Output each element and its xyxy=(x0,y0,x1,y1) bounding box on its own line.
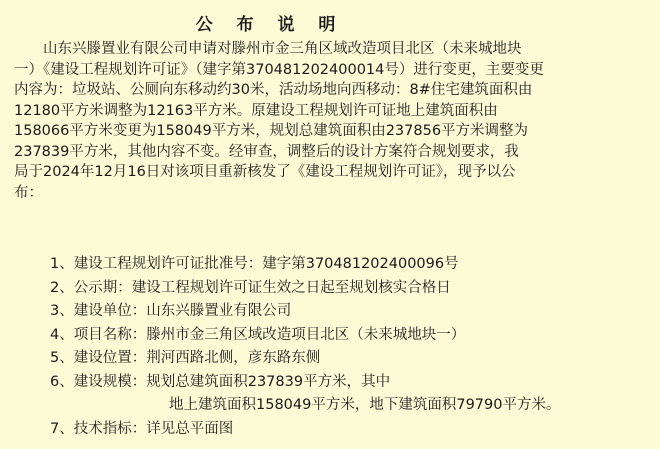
list-item-scale-continuation: 地上建筑面积158049平方米，地下建筑面积79790平方米。 xyxy=(169,397,561,413)
paragraph-line: 内容为：垃圾站、公厕向东移动约30米，活动场地向西移动：8#住宅建筑面积由 xyxy=(14,82,533,98)
paragraph-line: 布： xyxy=(14,184,43,201)
list-item-scale: 6、建设规模：规划总建筑面积237839平方米，其中 xyxy=(50,373,391,390)
announcement-paragraph xyxy=(14,39,650,203)
document-title: 公 布 说 明 xyxy=(195,15,345,35)
paragraph-line: 237839平方米，其他内容不变。经审查，调整后的设计方案符合规划要求，我 xyxy=(14,143,519,160)
list-item-publicity-period: 2、公示期：建设工程规划许可证生效之日起至规划核实合格日 xyxy=(50,279,451,296)
list-item-location: 5、建设位置：荆河西路北侧，彦东路东侧 xyxy=(50,350,321,366)
permit-item-list xyxy=(50,253,650,441)
paragraph-line: 山东兴滕置业有限公司申请对滕州市金三角区域改造项目北区（未来城地块 xyxy=(14,41,522,57)
list-item-project-name: 4、项目名称：滕州市金三角区域改造项目北区（未来城地块一） xyxy=(50,326,466,343)
list-item-approval-number: 1、建设工程规划许可证批准号：建字第370481202400096号 xyxy=(50,256,459,272)
paragraph-line: 12180平方米调整为12163平方米。原建设工程规划许可证地上建筑面积由 xyxy=(14,102,498,119)
paragraph-line: 158066平方米变更为158049平方米，规划总建筑面积由237856平方米调整为 xyxy=(14,123,529,139)
paragraph-line: 局于2024年12月16日对该项目重新核发了《建设工程规划许可证》，现予以公 xyxy=(14,164,516,180)
paragraph-line: 一）《建设工程规划许可证》（建字第370481202400014号）进行变更，主要变更 xyxy=(14,61,544,78)
list-item-construction-unit: 3、建设单位：山东兴滕置业有限公司 xyxy=(50,303,292,319)
list-item-technical-indicators: 7、技术指标：详见总平面图 xyxy=(50,420,234,437)
